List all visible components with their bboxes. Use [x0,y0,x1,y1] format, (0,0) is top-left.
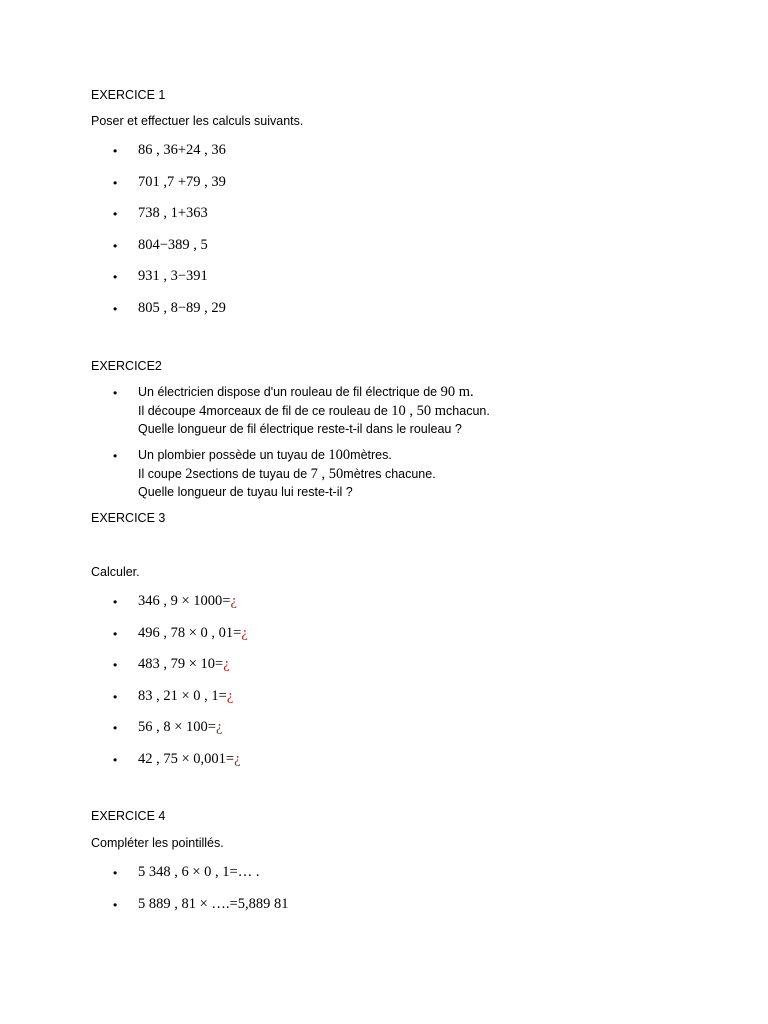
calc-item: 483 , 79 × 10=¿ [138,656,230,672]
exercise-3-title: EXERCICE 3 [91,511,166,525]
exercise-1-title: EXERCICE 1 [91,88,166,102]
bullet: • [113,595,118,609]
problem-line: Un électricien dispose d'un rouleau de fil électrique de 90 m. [138,384,474,400]
exercise-3-instruction: Calculer. [91,565,140,579]
calc-item: 738 , 1+363 [138,205,208,221]
calc-item: 5 348 , 6 × 0 , 1=… . [138,864,260,880]
calc-item: 346 , 9 × 1000=¿ [138,593,237,609]
bullet: • [113,658,118,672]
problem-line: Quelle longueur de tuyau lui reste-t-il ? [138,485,353,499]
bullet: • [113,386,118,400]
placeholder-mark: ¿ [241,625,248,641]
placeholder-mark: ¿ [215,719,223,735]
bullet: • [113,176,118,190]
exercise-4-instruction: Compléter les pointillés. [91,836,224,850]
placeholder-mark: ¿ [230,593,237,609]
exercise-4-title: EXERCICE 4 [91,809,166,823]
calc-item: 42 , 75 × 0,001=¿ [138,751,241,767]
bullet: • [113,721,118,735]
problem-electrician [138,383,490,439]
placeholder-mark: ¿ [234,751,241,767]
bullet: • [113,627,118,641]
calc-item: 86 , 36+24 , 36 [138,142,226,158]
problem-line: Il coupe 2sections de tuyau de 7 , 50mètres chacune. [138,465,436,482]
bullet: • [113,302,118,316]
bullet: • [113,898,118,912]
calc-item: 83 , 21 × 0 , 1=¿ [138,688,234,704]
calc-item: 56 , 8 × 100=¿ [138,719,223,735]
calc-item: 5 889 , 81 × ….=5,889 81 [138,896,289,912]
placeholder-mark: ¿ [226,688,234,704]
exercise-2-title: EXERCICE2 [91,359,162,373]
calc-item: 701 ,7 +79 , 39 [138,174,226,190]
problem-plumber [138,446,436,502]
calc-item: 804−389 , 5 [138,237,208,253]
bullet: • [113,449,118,463]
bullet: • [113,144,118,158]
bullet: • [113,239,118,253]
calc-item: 805 , 8−89 , 29 [138,300,226,316]
placeholder-mark: ¿ [223,656,230,672]
problem-line: Un plombier possède un tuyau de 100mètres. [138,447,392,463]
calc-item: 931 , 3−391 [138,268,208,284]
exercise-1-instruction: Poser et effectuer les calculs suivants. [91,114,304,128]
bullet: • [113,866,118,880]
bullet: • [113,690,118,704]
bullet: • [113,753,118,767]
bullet: • [113,270,118,284]
bullet: • [113,207,118,221]
problem-line: Il découpe 4morceaux de fil de ce rouleau de 10 , 50 mchacun. [138,402,490,419]
calc-item: 496 , 78 × 0 , 01=¿ [138,625,248,641]
problem-line: Quelle longueur de fil électrique reste-t-il dans le rouleau ? [138,422,462,436]
